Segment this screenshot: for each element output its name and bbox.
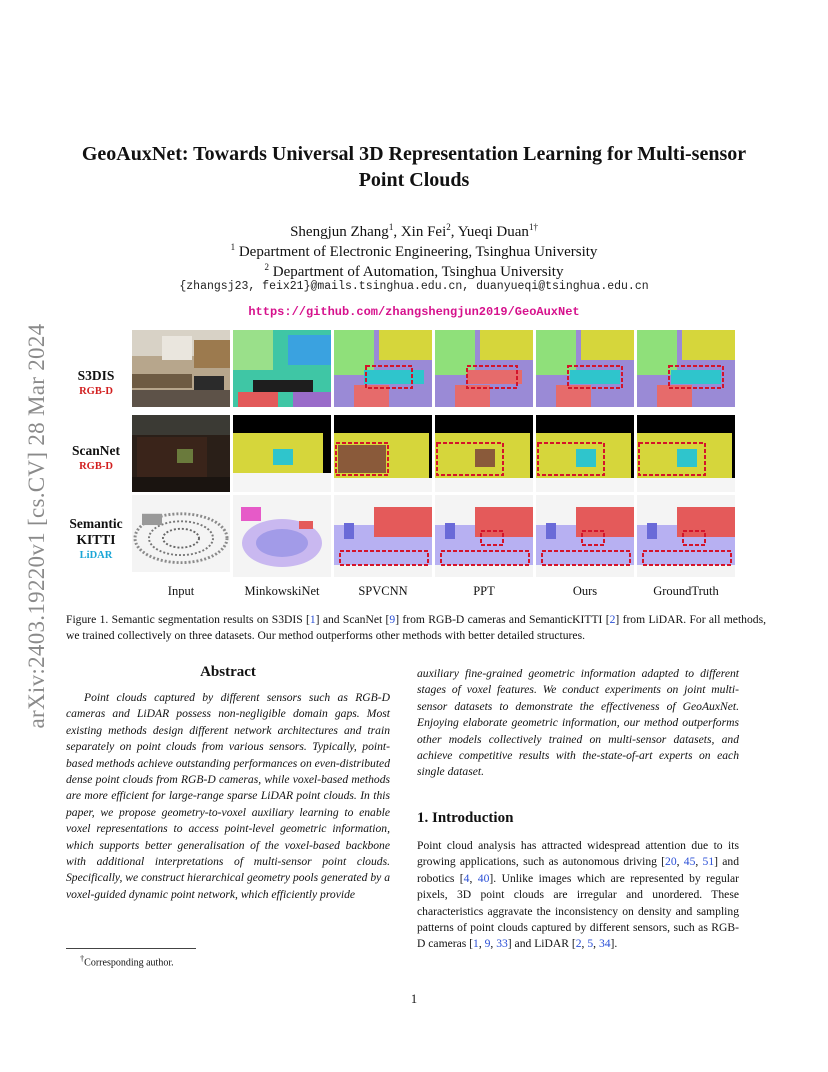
column-label-groundtruth: GroundTruth bbox=[653, 584, 719, 598]
footnote bbox=[80, 954, 174, 968]
caption-text: ] and ScanNet [ bbox=[315, 613, 390, 626]
citation-link[interactable]: 1 bbox=[473, 937, 479, 951]
sensor-type: RGB-D bbox=[79, 461, 113, 472]
intro-text: ]. bbox=[610, 937, 618, 951]
column-label-minkowskinet: MinkowskiNet bbox=[244, 584, 320, 598]
author-emails: {zhangsj23, feix21}@mails.tsinghua.edu.cn, duanyueqi@tsinghua.edu.cn bbox=[179, 280, 649, 293]
citation-link[interactable]: 9 bbox=[484, 937, 491, 951]
introduction-heading: 1. Introduction bbox=[417, 810, 514, 826]
intro-text: Point cloud analysis has attracted widespread attention due to its growing applications, such as autonomous driving [ bbox=[417, 839, 739, 869]
author-name: Xin Fei bbox=[400, 224, 447, 240]
s3dis-spvcnn-result bbox=[334, 330, 432, 407]
page-number: 1 bbox=[410, 992, 418, 1006]
affil-mark: 2 bbox=[264, 262, 270, 272]
abstract-body-right: auxiliary fine-grained geometric information adapted to different stages of voxel features. We conduct experiments on joint multi-sensor datasets to demonstrate the effectiveness of GeoAuxNet. Enjoying elaborate geometric information, our method outperforms other models collectively trained on multi-sensor datasets, and achieve competitive results with the-state-of-art experts on each single dataset. bbox=[417, 667, 739, 779]
citation-link[interactable]: 2 bbox=[575, 937, 582, 951]
scannet-ours-result bbox=[536, 415, 634, 492]
citation-link[interactable]: 51 bbox=[702, 855, 715, 869]
sensor-type: RGB-D bbox=[79, 386, 113, 397]
citation-link[interactable]: 40 bbox=[477, 871, 490, 885]
citation-link[interactable]: 34 bbox=[598, 937, 611, 951]
arxiv-stamp-text: arXiv:2403.19220v1 [cs.CV] 28 Mar 2024 bbox=[24, 323, 49, 729]
affil-text: Department of Electronic Engineering, Tsinghua University bbox=[238, 244, 598, 260]
abstract-heading: Abstract bbox=[200, 664, 256, 680]
s3dis-groundtruth bbox=[637, 330, 735, 407]
s3dis-ppt-result bbox=[435, 330, 533, 407]
caption-text: Semantic segmentation results on S3DIS [ bbox=[111, 613, 310, 626]
citation-link[interactable]: 45 bbox=[683, 855, 696, 869]
footnote-text: Corresponding author. bbox=[84, 957, 174, 969]
footnote-rule bbox=[66, 948, 196, 949]
column-label-input: Input bbox=[167, 584, 195, 598]
dataset-name: Semantic KITTI bbox=[69, 516, 123, 547]
intro-text: ] and LiDAR [ bbox=[507, 937, 576, 951]
citation-link[interactable]: 20 bbox=[665, 855, 677, 869]
scannet-minkowskinet-result bbox=[233, 415, 331, 492]
github-link[interactable]: https://github.com/zhangshengjun2019/GeoAuxNet bbox=[248, 305, 580, 319]
column-label-ours: Ours bbox=[572, 584, 598, 598]
introduction-body: Point cloud analysis has attracted widespread attention due to its growing applications, such as autonomous driving [20, 45, 51] and robotics [4, 40]. Unlike images which are represented by regular pixels, 3D point clouds are irregular and unordered. These characteristics aggravate the inconsistency on density and sampling patterns of point clouds captured by different sensors, such as RGB-D cameras [1, 9, 33] and LiDAR [2, 5, 34]. bbox=[417, 839, 739, 951]
scannet-input-image bbox=[132, 415, 230, 492]
intro-text: ] and robotics [ bbox=[417, 855, 739, 885]
citation-link[interactable]: 1 bbox=[309, 613, 316, 626]
citation-link[interactable]: 5 bbox=[587, 937, 594, 951]
row-label-kitti bbox=[64, 516, 128, 564]
affil-text: Department of Automation, Tsinghua University bbox=[272, 264, 564, 280]
author-affil-mark: 1 bbox=[388, 222, 394, 232]
author-affil-mark: 2 bbox=[446, 222, 451, 232]
row-label-s3dis bbox=[64, 368, 128, 400]
dataset-name: S3DIS bbox=[77, 368, 115, 383]
paper-title: GeoAuxNet: Towards Universal 3D Representation Learning for Multi-sensor Point Clouds bbox=[81, 143, 747, 191]
author-name: Yueqi Duan bbox=[457, 224, 529, 240]
arxiv-stamp bbox=[10, 286, 64, 766]
author-list: Shengjun Zhang$^1$, Xin Fei$^2$, Yueqi Duan$^{1\dagger}$ bbox=[290, 222, 538, 240]
kitti-ppt-result bbox=[435, 495, 533, 577]
intro-text: ]. Unlike images which are represented by regular pixels, 3D point clouds are irregular and unordered. These characteristics aggravate the inconsistency on density and sampling patterns of point clouds captured by different sensors, such as RGB-D cameras [ bbox=[417, 871, 739, 951]
kitti-minkowskinet-result bbox=[233, 495, 331, 577]
scannet-groundtruth bbox=[637, 415, 735, 492]
scannet-spvcnn-result bbox=[334, 415, 432, 492]
caption-text: ] from LiDAR. For all methods, we trained collectively on three datasets. Our method outperforms other methods with better detailed structures. bbox=[66, 613, 766, 642]
kitti-input-scan bbox=[132, 495, 230, 572]
caption-text: ] from RGB-D cameras and SemanticKITTI [ bbox=[395, 613, 610, 626]
s3dis-input-image bbox=[132, 330, 230, 407]
sensor-type: LiDAR bbox=[79, 550, 113, 561]
footnote-mark: † bbox=[80, 954, 85, 963]
s3dis-minkowskinet-result bbox=[233, 330, 331, 407]
author-affil-mark: 1† bbox=[528, 222, 538, 232]
affil-mark: 1 bbox=[230, 242, 236, 252]
kitti-ours-result bbox=[536, 495, 634, 577]
kitti-groundtruth bbox=[637, 495, 735, 577]
dataset-name: ScanNet bbox=[72, 443, 120, 458]
scannet-ppt-result bbox=[435, 415, 533, 492]
abstract-body-left: Point clouds captured by different sensors such as RGB-D cameras and LiDAR possess non-negligible domain gaps. Most existing methods design different network architectures and train separately on point clouds from various sensors. Typically, point-based methods achieve outstanding performances on even-distributed dense point clouds from RGB-D cameras, while voxel-based methods are more efficient for large-range sparse LiDAR point clouds. In this paper, we propose geometry-to-voxel auxiliary learning to enable voxel representations to access point-level geometric information, which supports better generalisation of the voxel-based backbone with additional interpretations of multi-sensor point clouds. Specifically, we construct hierarchical geometry pools generated by a voxel-guided dynamic point network, which efficiently provide bbox=[66, 691, 390, 901]
citation-link[interactable]: 9 bbox=[389, 613, 396, 626]
column-label-spvcnn: SPVCNN bbox=[358, 584, 408, 598]
figure-caption bbox=[66, 612, 766, 644]
s3dis-ours-result bbox=[536, 330, 634, 407]
citation-link[interactable]: 2 bbox=[609, 613, 616, 626]
column-label-ppt: PPT bbox=[473, 584, 495, 598]
affiliation-2 bbox=[100, 258, 728, 282]
caption-label: Figure 1. bbox=[66, 613, 109, 626]
kitti-spvcnn-result bbox=[334, 495, 432, 577]
citation-link[interactable]: 33 bbox=[496, 937, 508, 951]
row-label-scannet bbox=[64, 443, 128, 475]
citation-link[interactable]: 4 bbox=[463, 871, 470, 885]
author-name: Shengjun Zhang bbox=[290, 224, 389, 240]
